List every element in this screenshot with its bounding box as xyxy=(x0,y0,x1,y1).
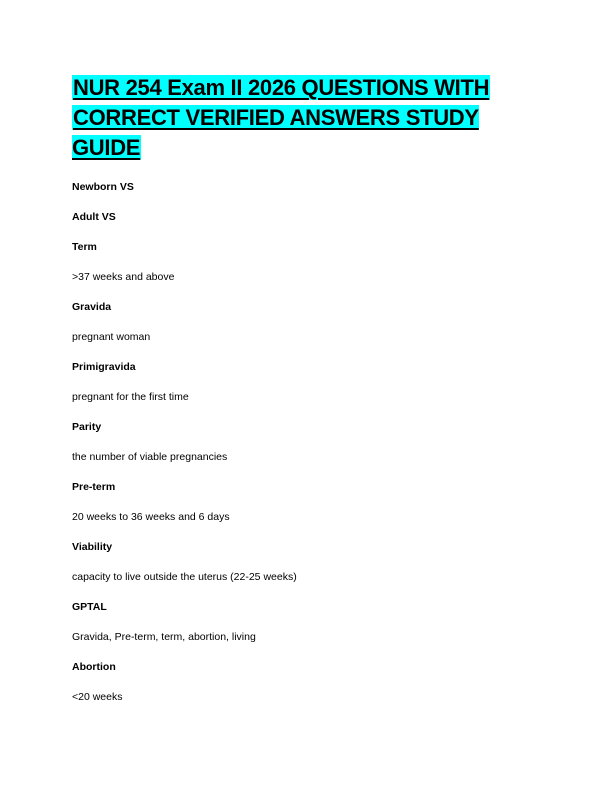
definition-text: the number of viable pregnancies xyxy=(72,451,228,463)
definition-text: Gravida, Pre-term, term, abortion, living xyxy=(72,631,256,643)
document-title xyxy=(72,73,542,163)
title-line-1: NUR 254 Exam II 2026 QUESTIONS WITH xyxy=(73,75,490,100)
definition-text: >37 weeks and above xyxy=(72,271,175,283)
term-heading: Abortion xyxy=(72,661,116,673)
title-line-2: CORRECT VERIFIED ANSWERS STUDY GUIDE xyxy=(72,105,479,160)
definition-text: pregnant woman xyxy=(72,331,151,343)
definition-text: <20 weeks xyxy=(72,691,123,703)
term-heading: Viability xyxy=(72,541,113,553)
term-heading: Newborn VS xyxy=(72,181,134,193)
term-heading: Term xyxy=(72,241,97,253)
term-heading: Primigravida xyxy=(72,361,136,373)
term-heading: GPTAL xyxy=(72,601,107,613)
term-heading: Pre-term xyxy=(72,481,116,493)
definition-text: capacity to live outside the uterus (22-25 weeks) xyxy=(72,571,297,583)
study-guide-entries xyxy=(72,179,542,719)
term-heading: Adult VS xyxy=(72,211,116,223)
term-heading: Parity xyxy=(72,421,102,433)
definition-text: pregnant for the first time xyxy=(72,391,189,403)
term-heading: Gravida xyxy=(72,301,112,313)
definition-text: 20 weeks to 36 weeks and 6 days xyxy=(72,511,230,523)
